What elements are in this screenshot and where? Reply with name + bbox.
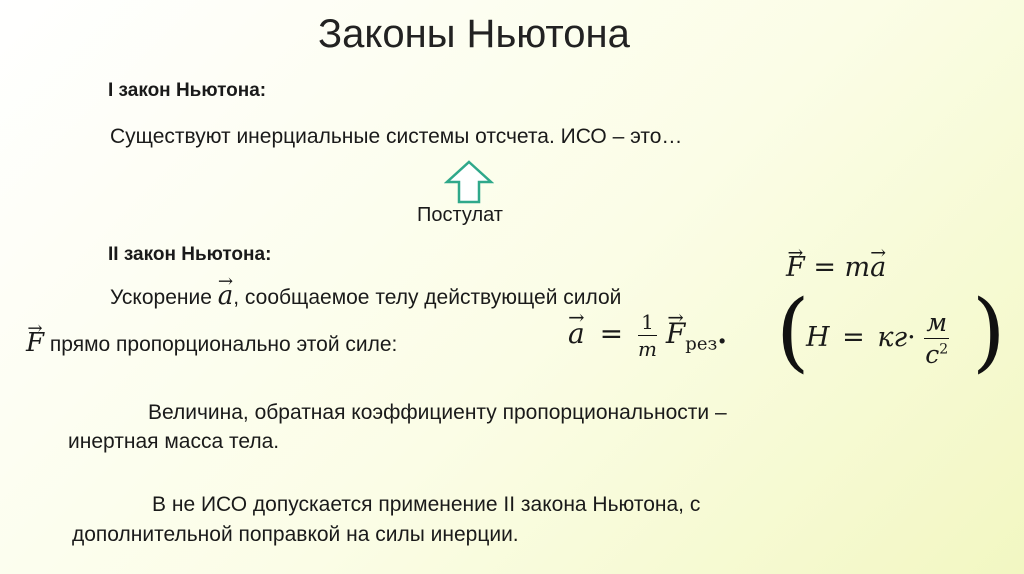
noninertial-text-line2: дополнительной поправкой на силы инерции. [72, 523, 519, 546]
main-formula-subscript: рез [685, 333, 718, 355]
units-exponent: 2 [939, 341, 949, 358]
law2-heading: II закон Ньютона: [108, 244, 272, 265]
units-formula [806, 310, 949, 367]
law2-line1-after: , сообщаемое телу действующей силой [233, 286, 622, 309]
right-formula-eq: = m [813, 252, 871, 283]
units-numerator: м [926, 308, 948, 337]
fraction-denominator: m [637, 337, 657, 361]
units-fraction [924, 310, 949, 367]
main-formula-dot: . [717, 317, 728, 350]
up-arrow-icon [444, 160, 494, 204]
main-formula-force: → F [666, 317, 685, 350]
force-symbol: → F [26, 328, 44, 358]
law2-line1-before: Ускорение [110, 286, 218, 309]
right-formula-vec: → a [870, 252, 886, 283]
slide-title: Законы Ньютона [318, 12, 630, 56]
right-formula-lhs: → F [786, 252, 805, 283]
units-lhs: Н [806, 322, 830, 353]
mass-text-line2: инертная масса тела. [68, 430, 280, 453]
fraction-numerator: 1 [638, 312, 657, 336]
units-dot: · [907, 322, 916, 353]
units-kg: кг [877, 322, 908, 353]
main-formula-eq: = [599, 317, 624, 350]
right-formula [786, 252, 886, 283]
law2-line2-after: прямо пропорционально этой силе: [44, 333, 398, 356]
mass-text-line1: Величина, обратная коэффициенту пропорциональности – [148, 401, 727, 424]
units-left-paren: ( [776, 282, 810, 382]
accel-symbol: → a [218, 281, 234, 311]
law1-heading: I закон Ньютона: [108, 80, 267, 101]
postulate-label: Постулат [417, 204, 503, 226]
noninertial-text-line1: В не ИСО допускается применение II закона Ньютона, с [152, 493, 701, 516]
units-right-paren: ) [972, 282, 1006, 382]
law2-line2 [26, 328, 397, 358]
law1-text: Существуют инерциальные системы отсчета. ИСО – это… [110, 125, 683, 148]
units-eq: = [842, 322, 865, 353]
units-denominator: $с^2$ [925, 340, 949, 369]
law2-line1 [110, 281, 621, 311]
main-formula-lhs: → a [568, 317, 585, 350]
main-formula [568, 312, 727, 359]
main-formula-fraction [638, 312, 657, 359]
